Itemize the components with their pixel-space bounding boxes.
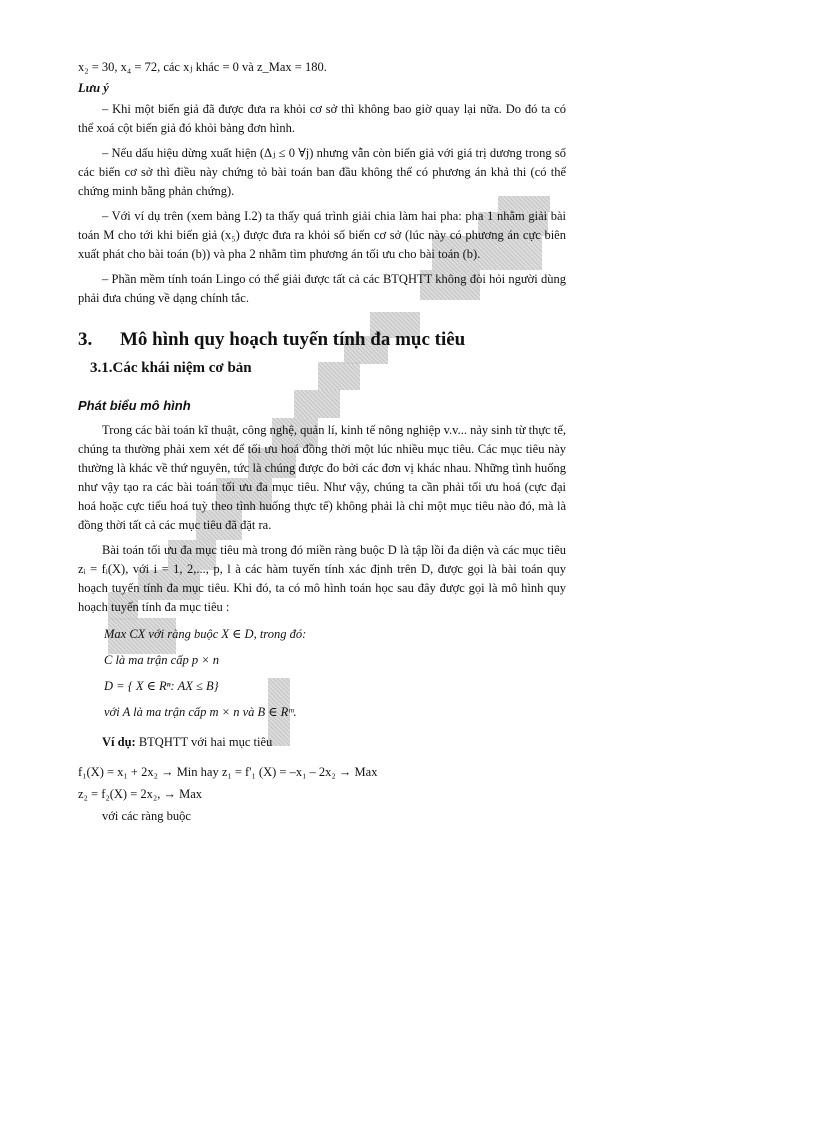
section-number: 3. xyxy=(78,329,93,350)
subheading: Phát biểu mô hình xyxy=(78,398,191,413)
body-paragraph: Trong các bài toán kĩ thuật, công nghệ, quản lí, kinh tế nông nghiệp v.v... nảy sinh từ thực tế, chúng ta thường phải xem xét để tối ưu hoá đồng thời một lúc nhiều mục tiêu. Các mục tiêu này thường là khác về thứ nguyên, tức là chúng được đo bởi các đơn vị khác nhau. Những tình huống như vậy tạo ra các bài toán tối ưu đa mục tiêu. Như vậy, chúng ta cần phải tối ưu hoá (cực đại hoá hoặc cực tiểu hoá tuỳ theo tình huống thực tế) không phải là chỉ một mục tiêu nào đó, mà là đồng thời tất cả các mục tiêu đã đặt ra. xyxy=(78,423,566,532)
example-label: Ví dụ: xyxy=(102,735,136,749)
model-line: Max CX với ràng buộc X ∈ D, trong đó: xyxy=(104,627,307,641)
section-title: Mô hình quy hoạch tuyến tính đa mục tiêu xyxy=(120,329,466,350)
model-line: D = { X ∈ Rⁿ: AX ≤ B} xyxy=(104,679,219,693)
example-line: z₂ = f₂(X) = 2x₂, → Max xyxy=(78,787,203,801)
result-line: x₂ = 30, x₄ = 72, các xⱼ khác = 0 và z_Max = 180. xyxy=(78,60,327,74)
model-line: C là ma trận cấp p × n xyxy=(104,653,220,667)
body-paragraph: Bài toán tối ưu đa mục tiêu mà trong đó miền ràng buộc D là tập lồi đa diện và các mục tiêu zᵢ = fᵢ(X), với i = 1, 2,..., p, l à các hàm tuyến tính xác định trên D, được gọi là bài toán quy hoạch tuyến tính đa mục tiêu. Khi đó, ta có mô hình toán học sau đây được gọi là mô hình quy hoạch tuyến tính đa mục tiêu : xyxy=(78,543,566,614)
model-line: với A là ma trận cấp m × n và B ∈ Rᵐ. xyxy=(104,705,297,719)
example-line: f₁(X) = x₁ + 2x₂ → Min hay z₁ = f'₁ (X) = –x₁ – 2x₂ → Max xyxy=(78,765,378,779)
note-paragraph: – Nếu dấu hiệu dừng xuất hiện (Δⱼ ≤ 0 ∀j) nhưng vẫn còn biến giả với giá trị dương trong số các biến cơ sở thì điều này chứng tỏ bài toán ban đầu không thể có phương án khả thi (có thể chứng minh bằng phản chứng). xyxy=(78,146,566,198)
example-heading xyxy=(102,731,566,753)
example-line: với các ràng buộc xyxy=(102,809,191,823)
subsection-title: 3.1.Các khái niệm cơ bản xyxy=(90,360,252,376)
note-title: Lưu ý xyxy=(78,81,109,95)
note-paragraph: – Với ví dụ trên (xem bảng I.2) ta thấy quá trình giải chia làm hai pha: pha 1 nhằm giải bài toán M cho tới khi biến giả (x₅) được đưa ra khỏi số biến cơ sở (lúc này có phương án cực biên xuất phát cho bài toán (b)) và pha 2 nhằm tìm phương án tối ưu cho bài toán (b). xyxy=(78,209,566,261)
example-text: BTQHTT với hai mục tiêu xyxy=(135,735,273,749)
note-paragraph: – Khi một biến giả đã được đưa ra khỏi cơ sở thì không bao giờ quay lại nữa. Do đó ta có thể xoá cột biến giả đó khỏi bảng đơn hình. xyxy=(78,102,566,135)
note-paragraph: – Phần mềm tính toán Lingo có thể giải được tất cả các BTQHTT không đòi hỏi người dùng phải đưa chúng về dạng chính tắc. xyxy=(78,272,566,305)
section-heading xyxy=(78,330,566,349)
page-content xyxy=(78,58,566,827)
